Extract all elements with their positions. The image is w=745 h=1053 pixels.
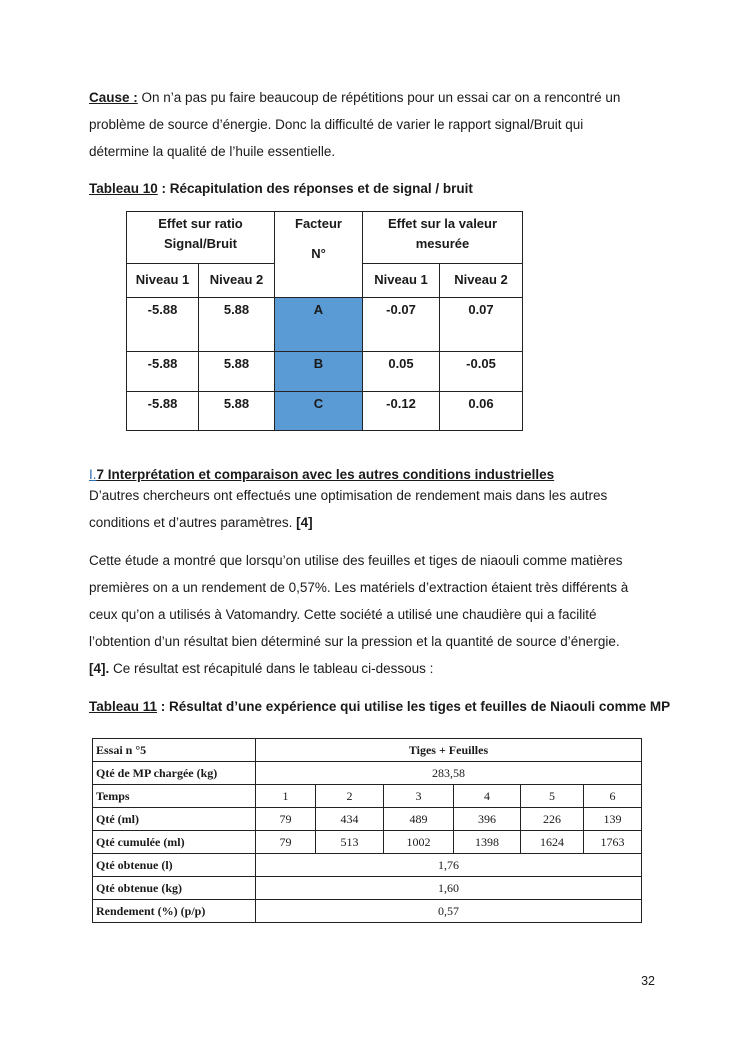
reference-link-2: [4]. [89,661,110,676]
table10-level1-value: Niveau 1 [363,264,440,298]
table11-cell: 3 [384,785,454,808]
table11-cell: 6 [584,785,642,808]
table11-row-obtenue-kg [93,877,642,900]
p2-line-4: l’obtention d’un résultat bien déterminé sur la pression et la quantité de source d’énergie. [89,634,620,649]
table10-cell: -5.88 [127,392,199,431]
cause-label: Cause : [89,90,138,105]
table11-cell: 1763 [584,831,642,854]
section-number: 7 [96,467,105,482]
p2-line-3: ceux qu’on a utilisés à Vatomandry. Cette société a utilisé une chaudière qui a facilité [89,607,597,622]
table11-label: Qté de MP chargée (kg) [93,762,256,785]
section-paragraph-1 [89,482,659,536]
table10-cell: -5.88 [127,298,199,352]
section-title: Interprétation et comparaison avec les autres conditions industrielles [104,467,555,482]
table11-row-cumul [93,831,642,854]
section-number-prefix: I. [89,467,97,482]
p2-line-2: premières on a un rendement de 0,57%. Les matériels d’extraction étaient très différents à [89,580,629,595]
table10-caption-text: : Récapitulation des réponses et de signal / bruit [157,181,473,196]
table11-value: 0,57 [256,900,642,923]
table10-caption-label: Tableau 10 [89,181,158,196]
table11-caption [89,699,670,714]
table10-row [127,298,523,352]
p1-line-2: conditions et d’autres paramètres. [89,515,297,530]
table11-cell: 396 [454,808,521,831]
table10-factor-cell: B [275,352,363,392]
table11-label: Qté obtenue (kg) [93,877,256,900]
table11-caption-label: Tableau 11 [89,699,158,714]
table10-cell: 5.88 [199,298,275,352]
table10-cell: -0.07 [363,298,440,352]
table11-value: 283,58 [256,762,642,785]
table11-cell: 1624 [521,831,584,854]
table10-cell: 0.07 [440,298,523,352]
table11-cell: 139 [584,808,642,831]
cause-line-1: On n’a pas pu faire beaucoup de répétitions pour un essai car on a rencontré un [137,90,621,105]
table10-row [127,352,523,392]
table11-cell: 434 [316,808,384,831]
table11-row-obtenue-l [93,854,642,877]
table11-value: Tiges + Feuilles [256,739,642,762]
table11-cell: 489 [384,808,454,831]
table10-factor-cell: A [275,298,363,352]
cause-paragraph [89,84,659,165]
table11-cell: 5 [521,785,584,808]
table11-label: Qté cumulée (ml) [93,831,256,854]
table10-factor-cell: C [275,392,363,431]
table-10 [126,211,523,431]
table11-row-temps [93,785,642,808]
table11-row-rendement [93,900,642,923]
table11-label: Qté (ml) [93,808,256,831]
table11-label: Qté obtenue (l) [93,854,256,877]
table10-level1: Niveau 1 [127,264,199,298]
table10-cell: 0.05 [363,352,440,392]
table11-cell: 1398 [454,831,521,854]
table11-cell: 1002 [384,831,454,854]
table10-cell: 5.88 [199,352,275,392]
table11-cell: 1 [256,785,316,808]
table11-cell: 79 [256,831,316,854]
cause-line-3: détermine la qualité de l’huile essentielle. [89,144,336,159]
table11-label: Rendement (%) (p/p) [93,900,256,923]
table11-cell: 2 [316,785,384,808]
table11-row-qte-mp [93,762,642,785]
table11-caption-text: : Résultat d’une expérience qui utilise les tiges et feuilles de Niaouli comme MP [157,699,671,714]
table10-header-row [127,212,523,264]
p1-line-1: D’autres chercheurs ont effectués une optimisation de rendement mais dans les autres [89,488,608,503]
table11-cell: 4 [454,785,521,808]
table11-value: 1,76 [256,854,642,877]
table10-cell: -0.05 [440,352,523,392]
table11-row-essai [93,739,642,762]
table11-cell: 79 [256,808,316,831]
section-paragraph-2 [89,547,659,682]
reference-link: [4] [296,515,313,530]
table10-cell: 0.06 [440,392,523,431]
table11-value: 1,60 [256,877,642,900]
table10-effect-value-header: Effet sur la valeur mesurée [363,212,523,264]
table10-cell: -5.88 [127,352,199,392]
table-11 [92,738,642,923]
table10-level2: Niveau 2 [199,264,275,298]
table11-label: Essai n °5 [93,739,256,762]
p2-line-1: Cette étude a montré que lorsqu’on utilise des feuilles et tiges de niaouli comme matières [89,553,623,568]
table11-cell: 513 [316,831,384,854]
table10-cell: 5.88 [199,392,275,431]
table11-row-qte [93,808,642,831]
table10-caption [89,181,473,196]
table10-effect-ratio-header: Effet sur ratio Signal/Bruit [127,212,275,264]
table10-level2-value: Niveau 2 [440,264,523,298]
table11-cell: 226 [521,808,584,831]
table11-label: Temps [93,785,256,808]
page-number: 32 [641,974,655,988]
table10-factor-header: Facteur N° [275,212,363,298]
table10-row [127,392,523,431]
table10-cell: -0.12 [363,392,440,431]
p2-line-5: Ce résultat est récapitulé dans le tableau ci-dessous : [109,661,434,676]
cause-line-2: problème de source d’énergie. Donc la difficulté de varier le rapport signal/Bruit qui [89,117,584,132]
